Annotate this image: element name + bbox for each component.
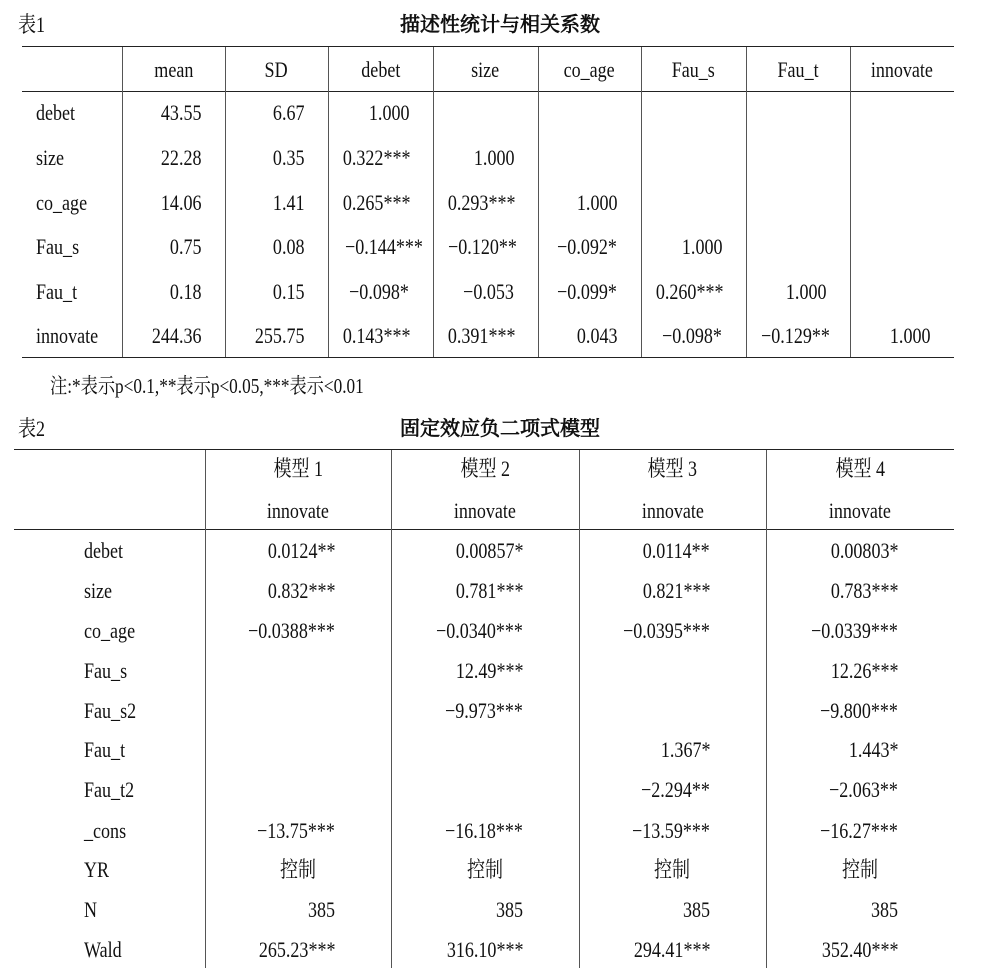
- table-1-divider: [746, 47, 747, 357]
- table-1-title: 描述性统计与相关系数: [400, 12, 600, 36]
- table-cell: 265.23***: [258, 937, 335, 962]
- table-cell: 294.41***: [633, 937, 710, 962]
- table-1-bottom-rule: [22, 357, 954, 358]
- table-cell: 0.08: [272, 234, 304, 259]
- dependent-variable-label: innovate: [266, 498, 330, 523]
- table-cell: −13.59***: [632, 818, 710, 843]
- table-1-column-header: co_age: [563, 57, 616, 82]
- table-1-column-header: mean: [153, 57, 194, 82]
- table-1-column-header: SD: [264, 57, 289, 82]
- table-cell: 0.781***: [455, 578, 523, 603]
- table-cell: −16.18***: [445, 818, 523, 843]
- row-label: Fau_s: [36, 234, 80, 259]
- table-1-label: 表1: [18, 12, 46, 37]
- table-1-column-header: Fau_s: [671, 57, 716, 82]
- model-header: 模型 1: [273, 456, 323, 481]
- table-1-note: 注:*表示p<0.1,**表示p<0.05,***表示<0.01: [50, 374, 364, 398]
- table-cell: 0.260***: [655, 279, 724, 304]
- table-cell: 385: [495, 897, 523, 922]
- table-2-top-rule: [14, 449, 954, 450]
- table-cell: 1.000: [368, 100, 409, 125]
- table-2-header-rule: [14, 529, 954, 530]
- table-cell: −0.144***: [345, 234, 423, 259]
- table-cell: 0.143***: [342, 323, 411, 348]
- row-label: Fau_s: [84, 658, 128, 683]
- dependent-variable-label: innovate: [828, 498, 892, 523]
- table-cell: −0.120**: [448, 234, 517, 259]
- table-cell: 控制: [654, 857, 691, 882]
- table-cell: 0.15: [272, 279, 304, 304]
- table-1-divider: [641, 47, 642, 357]
- row-label: Wald: [84, 937, 122, 962]
- model-header: 模型 3: [647, 456, 698, 481]
- table-cell: 1.367*: [660, 737, 710, 762]
- model-header: 模型 2: [460, 456, 510, 481]
- table-cell: −0.092*: [557, 234, 617, 259]
- table-cell: −0.098*: [662, 323, 722, 348]
- table-cell: −2.063**: [829, 777, 898, 802]
- table-cell: 385: [307, 897, 335, 922]
- row-label: size: [84, 578, 113, 603]
- table-cell: −0.0395***: [623, 618, 710, 643]
- table-cell: −9.800***: [820, 698, 898, 723]
- table-1-top-rule: [22, 46, 954, 47]
- table-cell: 0.75: [169, 234, 201, 259]
- table-cell: −0.0388***: [248, 618, 335, 643]
- table-cell: 0.783***: [830, 578, 898, 603]
- table-2-title: 固定效应负二项式模型: [400, 416, 600, 440]
- table-cell: 0.832***: [267, 578, 335, 603]
- table-1-column-header: Fau_t: [777, 57, 819, 82]
- table-2-divider: [205, 450, 206, 968]
- table-cell: −9.973***: [445, 698, 523, 723]
- row-label: _cons: [84, 818, 127, 843]
- table-cell: 1.000: [889, 323, 930, 348]
- table-cell: 385: [870, 897, 898, 922]
- table-cell: 1.41: [272, 190, 304, 215]
- table-cell: −0.0339***: [811, 618, 898, 643]
- table-cell: −13.75***: [257, 818, 335, 843]
- row-label: size: [36, 145, 65, 170]
- row-label: debet: [84, 538, 124, 563]
- table-1-column-header: debet: [360, 57, 401, 82]
- table-cell: 0.0114**: [643, 538, 710, 563]
- row-label: Fau_t: [84, 737, 126, 762]
- row-label: Fau_t: [36, 279, 78, 304]
- table-cell: 控制: [466, 857, 504, 882]
- table-cell: 控制: [841, 857, 879, 882]
- table-2-divider: [579, 450, 580, 968]
- dependent-variable-label: innovate: [453, 498, 517, 523]
- table-cell: 0.0124**: [267, 538, 335, 563]
- table-cell: 14.06: [160, 190, 201, 215]
- row-label: innovate: [36, 323, 99, 348]
- table-cell: 1.000: [576, 190, 617, 215]
- table-cell: 22.28: [160, 145, 201, 170]
- table-cell: −0.098*: [349, 279, 409, 304]
- row-label: co_age: [84, 618, 136, 643]
- table-cell: 385: [682, 897, 710, 922]
- table-cell: −0.0340***: [436, 618, 523, 643]
- table-cell: 0.265***: [342, 190, 411, 215]
- row-label: co_age: [36, 190, 88, 215]
- table-cell: 1.443*: [848, 737, 898, 762]
- table-cell: 316.10***: [446, 937, 523, 962]
- dependent-variable-label: innovate: [641, 498, 704, 523]
- table-cell: 352.40***: [821, 937, 898, 962]
- table-cell: 12.49***: [455, 658, 523, 683]
- row-label: YR: [84, 857, 110, 882]
- table-cell: 控制: [279, 857, 317, 882]
- table-cell: −16.27***: [820, 818, 898, 843]
- table-cell: 1.000: [681, 234, 722, 259]
- table-1-header-rule: [22, 91, 954, 92]
- row-label: Fau_t2: [84, 777, 135, 802]
- table-cell: 0.35: [272, 145, 304, 170]
- table-cell: 1.000: [473, 145, 514, 170]
- model-header: 模型 4: [835, 456, 885, 481]
- table-cell: 1.000: [785, 279, 826, 304]
- table-cell: −0.099*: [557, 279, 617, 304]
- table-1-column-header: size: [471, 57, 500, 82]
- row-label: N: [84, 897, 98, 922]
- table-1-divider: [850, 47, 851, 357]
- table-cell: 255.75: [254, 323, 304, 348]
- table-cell: 0.821***: [642, 578, 710, 603]
- table-cell: 244.36: [151, 323, 201, 348]
- table-cell: 0.18: [169, 279, 201, 304]
- table-cell: 0.00857*: [455, 538, 523, 563]
- row-label: Fau_s2: [84, 698, 137, 723]
- table-cell: 12.26***: [830, 658, 898, 683]
- table-cell: −0.053: [463, 279, 514, 304]
- table-cell: 0.322***: [342, 145, 411, 170]
- table-2-label: 表2: [18, 416, 46, 441]
- table-cell: 43.55: [160, 100, 201, 125]
- table-cell: 0.00803*: [830, 538, 898, 563]
- table-cell: 0.293***: [447, 190, 516, 215]
- table-cell: −0.129**: [761, 323, 830, 348]
- row-label: debet: [36, 100, 76, 125]
- table-1-column-header: innovate: [870, 57, 934, 82]
- table-cell: 0.043: [576, 323, 617, 348]
- table-cell: 6.67: [272, 100, 304, 125]
- table-cell: 0.391***: [447, 323, 516, 348]
- table-cell: −2.294**: [641, 777, 710, 802]
